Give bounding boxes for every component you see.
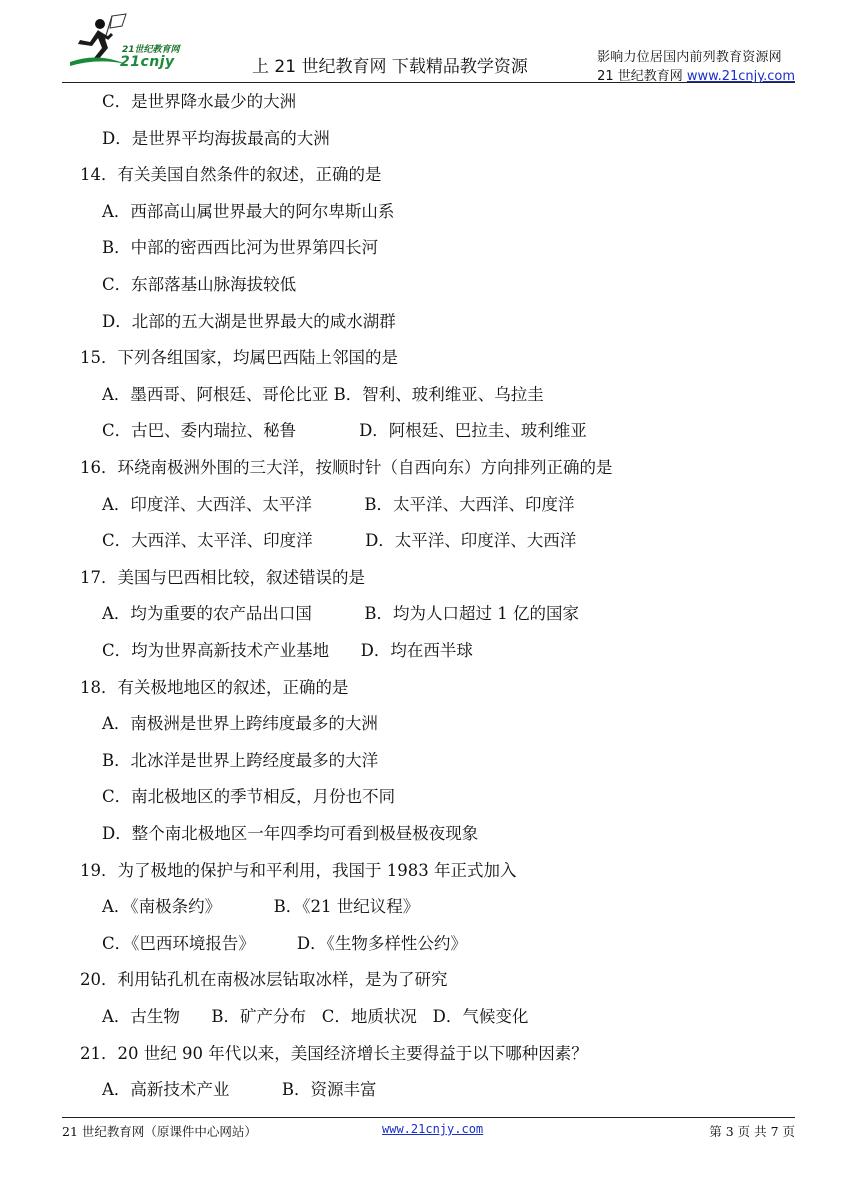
answer-option: A．古生物 B．矿产分布 C．地质状况 D．气候变化 [102,1007,529,1026]
question-stem: 14．有关美国自然条件的叙述，正确的是 [80,165,382,185]
answer-option: C．南北极地区的季节相反，月份也不同 [102,787,396,807]
answer-option: A．均为重要的农产品出口国 B．均为人口超过 1 亿的国家 [102,604,579,624]
header-slogan: 上 21 世纪教育网 下载精品教学资源 [252,57,528,77]
page-header [62,10,795,83]
footer-site-link[interactable]: www.21cnjy.com [382,1122,484,1136]
answer-option: A．墨西哥、阿根廷、哥伦比亚 B．智利、玻利维亚、乌拉圭 [102,384,544,404]
answer-option: B．北冰洋是世界上跨经度最多的大洋 [102,750,379,770]
header-site-line [597,67,795,86]
logo-text-top: 21世纪教育网 [122,45,180,55]
answer-option: D．是世界平均海拔最高的大洲 [102,128,330,148]
question-stem: 15．下列各组国家，均属巴西陆上邻国的是 [80,348,398,368]
footer-site-name: 21 世纪教育网（原课件中心网站） [62,1124,257,1139]
answer-option: D．整个南北极地区一年四季均可看到极昼极夜现象 [102,824,479,843]
answer-option: B．中部的密西西比河为世界第四长河 [102,238,379,258]
question-stem: 18．有关极地地区的叙述，正确的是 [80,677,349,697]
answer-option: C．东部落基山脉海拔较低 [102,275,297,294]
question-stem: 20．利用钻孔机在南极冰层钻取冰样，是为了研究 [80,970,448,990]
header-site-prefix: 21 世纪教育网 [597,69,687,84]
question-stem: 16．环绕南极洲外围的三大洋，按顺时针（自西向东）方向排列正确的是 [80,458,613,477]
answer-option: C．大西洋、太平洋、印度洋 D．太平洋、印度洋、大西洋 [102,531,577,551]
answer-option: A．南极洲是世界上跨纬度最多的大洲 [102,714,378,734]
answer-option: C．均为世界高新技术产业基地 D．均在西半球 [102,641,473,660]
footer-page-number: 第 3 页 共 7 页 [709,1124,795,1139]
header-right [597,48,795,86]
question-stem: 21．20 世纪 90 年代以来，美国经济增长主要得益于以下哪种因素？ [80,1043,588,1063]
answer-option: C．是世界降水最少的大洲 [102,92,297,111]
answer-option: A．西部高山属世界最大的阿尔卑斯山系 [102,201,395,221]
question-stem: 19．为了极地的保护与和平利用，我国于 1983 年正式加入 [80,860,517,880]
question-stem: 17．美国与巴西相比较，叙述错误的是 [80,567,365,587]
header-site-link[interactable]: www.21cnjy.com [686,69,795,84]
logo [68,12,188,74]
answer-option: A．《南极条约》 B．《21 世纪议程》 [102,897,420,917]
answer-option: C．《巴西环境报告》 D．《生物多样性公约》 [102,933,467,953]
answer-option: A．印度洋、大西洋、太平洋 B．太平洋、大西洋、印度洋 [102,494,575,514]
answer-option: D．北部的五大湖是世界最大的咸水湖群 [102,311,396,331]
header-tagline: 影响力位居国内前列教育资源网 [597,50,782,65]
page-footer [62,1117,795,1142]
answer-option: A．高新技术产业 B．资源丰富 [102,1080,377,1100]
runner-logo-icon [68,12,128,72]
answer-option: C．古巴、委内瑞拉、秘鲁 D．阿根廷、巴拉圭、玻利维亚 [102,421,587,441]
logo-text-main: 21cnjy [120,54,175,70]
